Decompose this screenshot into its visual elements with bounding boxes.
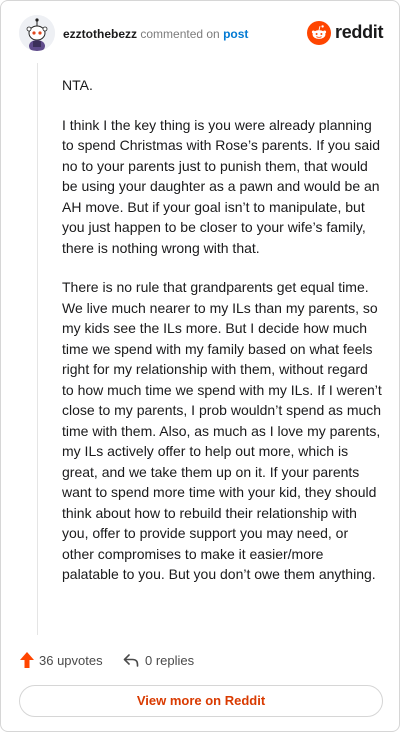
- reply-button[interactable]: [123, 649, 194, 671]
- reddit-logo[interactable]: [307, 21, 383, 45]
- view-more-on-reddit-button[interactable]: View more on Reddit: [19, 685, 383, 717]
- username-link[interactable]: ezztothebezz: [63, 27, 138, 41]
- snoo-avatar-icon: [19, 15, 55, 51]
- user-avatar[interactable]: [19, 15, 55, 51]
- comment-paragraph: There is no rule that grandparents get equal time. We live much nearer to my ILs than my parents, so my kids see the ILs more. But I decide how much time we spend with my family based on what feels right for my relationship with them, without regard to how much time we spend with my ILs. If I weren’t close to my parents, I prob wouldn’t spend as much time with them. Also, as much as I love my parents, my ILs actively offer to help out more, which is great, and we take them up on it. If your parents want to spend more time with your kid, they should think about how to rebuild their relationship with you, offer to provide support you may need, or other compromises to make it easier/more palatable to you. But you don’t owe them anything.: [62, 279, 382, 582]
- reply-count: 0 replies: [145, 652, 195, 668]
- comment-footer: [19, 649, 379, 671]
- comment-byline: [63, 27, 248, 41]
- comment-body: [62, 75, 382, 604]
- byline-action-text: commented on: [137, 27, 224, 41]
- comment-header: [19, 15, 383, 55]
- comment-paragraph: NTA.: [62, 77, 93, 93]
- reply-arrow-icon: [123, 652, 139, 668]
- reddit-snoo-icon: [307, 21, 331, 45]
- upvote-arrow-icon: [19, 651, 35, 669]
- upvote-button[interactable]: [19, 649, 103, 671]
- post-link[interactable]: post: [223, 27, 249, 41]
- comment-paragraph: I think I the key thing is you were already planning to spend Christmas with Rose’s parents. If you said no to your parents just to punish them, that would be using your daughter as a pawn and would be an AH move. But if your goal isn’t to manipulate, but you just happen to be closer to your wife’s family, there is nothing wrong with that.: [62, 116, 381, 256]
- thread-line[interactable]: [37, 63, 38, 635]
- upvote-count: 36 upvotes: [39, 652, 103, 668]
- reddit-wordmark: reddit: [335, 22, 384, 42]
